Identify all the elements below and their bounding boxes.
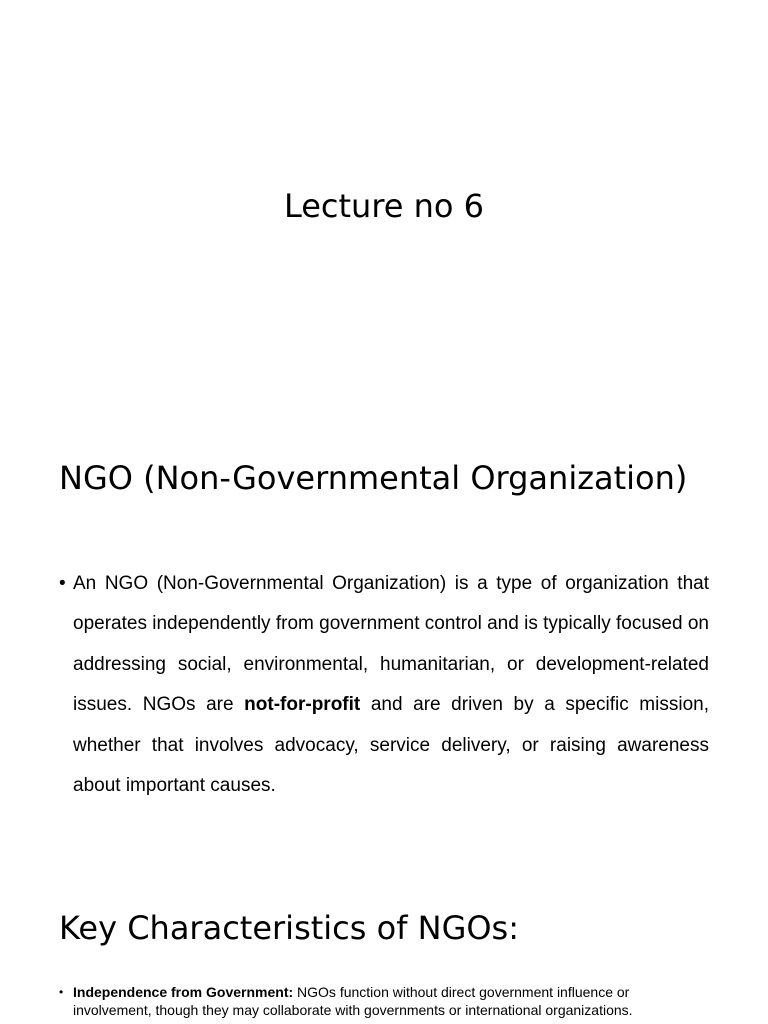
list-item xyxy=(59,983,709,1019)
bullet-row xyxy=(59,564,709,806)
lecture-title: Lecture no 6 xyxy=(283,187,485,225)
characteristic-text xyxy=(73,983,709,1019)
key-characteristics-title: Key Characteristics of NGOs: xyxy=(59,909,519,947)
key-characteristics-slide xyxy=(0,880,768,1024)
characteristic-description: NGOs function without direct government influence or involvement, though they may collaborate with governments or international organizations. xyxy=(73,984,633,1018)
definition-part-2: and are driven by a specific mission, whether that involves advocacy, service delivery, or raising awareness about important causes. xyxy=(73,694,709,797)
ngo-definition-slide xyxy=(0,440,768,840)
characteristic-label: Independence from Government: xyxy=(73,984,294,1000)
ngo-slide-title: NGO (Non-Governmental Organization) xyxy=(59,459,688,497)
bullet-dot: • xyxy=(59,985,64,999)
definition-bold-term: not-for-profit xyxy=(244,694,361,716)
bullet-dot: • xyxy=(59,573,66,594)
ngo-definition-text xyxy=(73,564,709,806)
ngo-definition-bullet xyxy=(59,564,709,806)
title-slide xyxy=(0,0,768,420)
characteristics-list xyxy=(59,983,709,1019)
definition-part-1: An NGO (Non-Governmental Organization) is a type of organization that operates independently from government control and is typically focused on addressing social, environmental, humanitarian, or development-related issues. NGOs are xyxy=(73,573,709,716)
